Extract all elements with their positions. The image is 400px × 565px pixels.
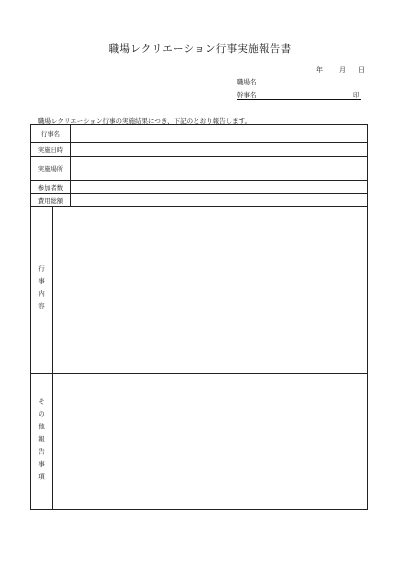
row-label-other-report: [31, 374, 53, 509]
event-content-label: 行事内容: [37, 265, 45, 315]
location-field[interactable]: [71, 157, 367, 180]
document-title: 職場レクリエーション行事実施報告書: [108, 43, 292, 55]
row-event-content: [31, 207, 367, 374]
date-time-field[interactable]: [71, 143, 367, 156]
row-participants: [31, 181, 367, 194]
participants-field[interactable]: [71, 181, 367, 193]
seal-label: 印: [353, 91, 360, 99]
row-label-participants: 参加者数: [31, 181, 71, 193]
organizer-signature-line[interactable]: [237, 99, 361, 100]
row-label-total-cost: 費用総額: [31, 194, 71, 206]
total-cost-field[interactable]: [71, 194, 367, 206]
organizer-label: 幹事名: [237, 91, 257, 99]
row-label-date-time: 実施日時: [31, 143, 71, 156]
workplace-label: 職場名: [237, 78, 257, 86]
row-total-cost: [31, 194, 367, 207]
other-report-field[interactable]: [53, 374, 367, 509]
intro-text: 職場レクリエーション行事の実施結果につき、下記のとおり報告します。: [38, 117, 252, 125]
date-month-label: 月: [339, 66, 346, 74]
other-report-label: その他報告事項: [37, 397, 45, 486]
event-content-field[interactable]: [53, 207, 367, 373]
report-form: [30, 124, 368, 510]
row-label-event-content: [31, 207, 53, 373]
date-year-label: 年: [316, 66, 323, 74]
row-other-report: [31, 374, 367, 509]
row-date-time: [31, 143, 367, 157]
row-event-name: [31, 125, 367, 143]
event-name-field[interactable]: [71, 125, 367, 142]
row-location: [31, 157, 367, 181]
row-label-location: 実施場所: [31, 157, 71, 180]
date-day-label: 日: [358, 66, 365, 74]
row-label-event-name: 行事名: [31, 125, 71, 142]
